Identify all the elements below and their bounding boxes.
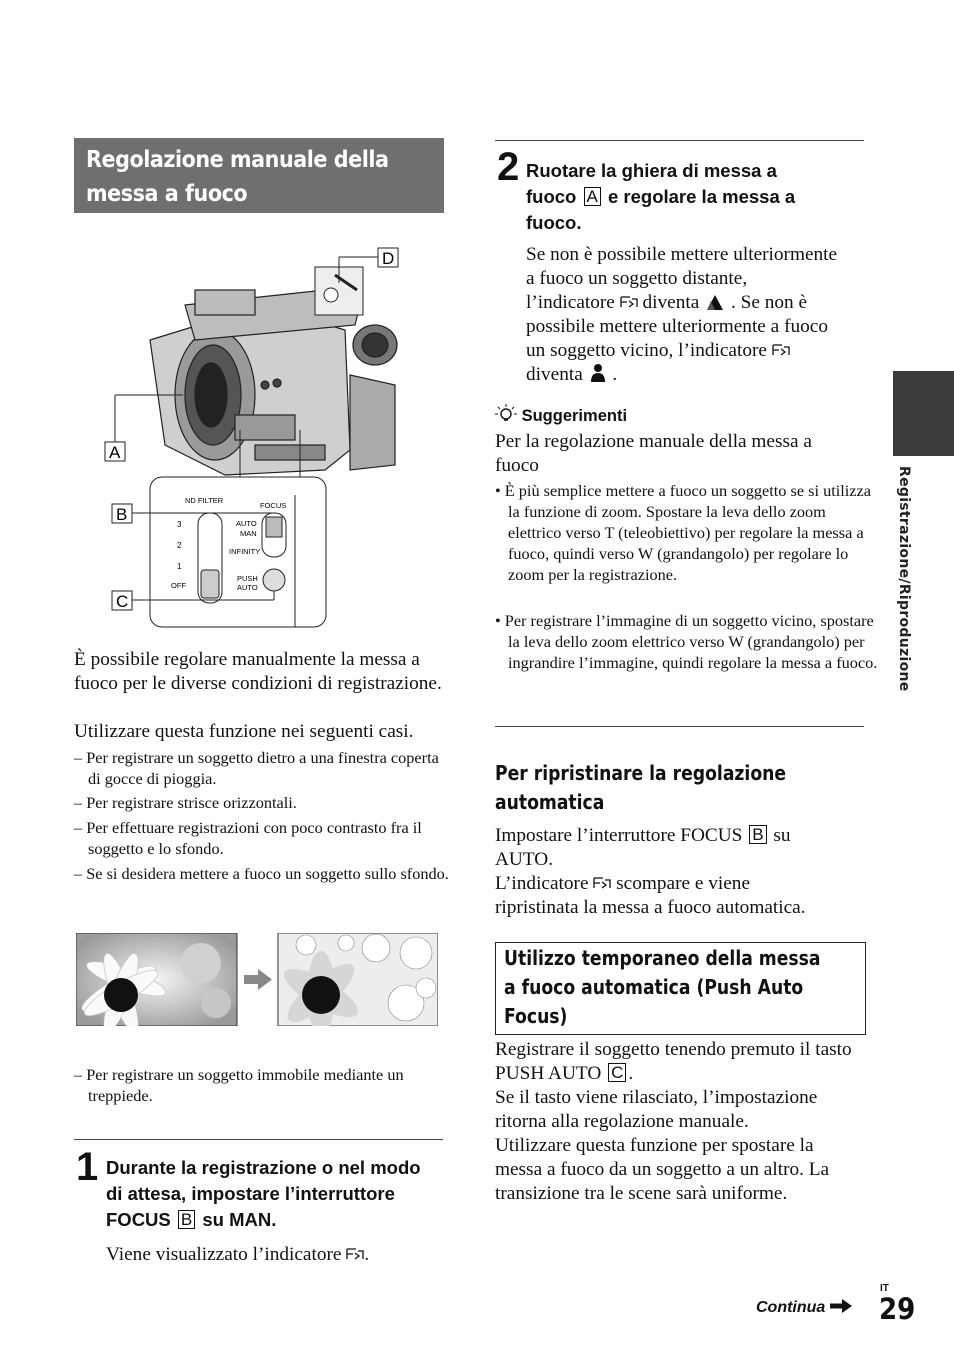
camcorder-body <box>150 290 397 475</box>
tip-item: • È più semplice mettere a fuoco un soggetto se si utilizza la funzione di zoom. Spostare la leva dello zoom elettrico verso T (teleobiettivo) per regolare la messa a fuoco, quindi verso W (grandangolo) per regolare lo zoom per la registrazione. <box>495 481 871 584</box>
nd-filter-label: ND FILTER <box>185 496 224 505</box>
language-code: IT <box>880 1283 889 1294</box>
svg-text:AUTO: AUTO <box>236 519 257 528</box>
case-item: – Se si desidera mettere a fuoco un soggetto sullo sfondo. <box>74 864 449 883</box>
svg-text:PUSH: PUSH <box>237 574 258 583</box>
manual-focus-icon <box>346 1247 364 1261</box>
section-tab-marker <box>893 371 954 456</box>
svg-text:3: 3 <box>177 520 182 529</box>
tips-heading: Suggerimenti <box>521 407 628 425</box>
camcorder-illustration <box>95 245 415 635</box>
step-2-instruction: Ruotare la ghiera di messa a fuoco A e regolare la messa a fuoco. <box>526 160 796 233</box>
case-item: – Per registrare un soggetto immobile mediante un treppiede. <box>74 1065 404 1105</box>
restore-text: Impostare l’interruttore FOCUS B su AUTO. L’indicatore scompare e viene ripristinata la messa a fuoco automatica. <box>495 825 806 918</box>
sharp-background-image <box>278 933 438 1026</box>
page-number: 29 <box>879 1292 916 1326</box>
divider <box>495 726 864 727</box>
step-1-instruction: Durante la registrazione o nel modo di attesa, impostare l’interruttore FOCUS B su MAN. <box>106 1157 421 1230</box>
push-auto-text: Registrare il soggetto tenendo premuto il tasto PUSH AUTO C . Se il tasto viene rilasciato, l’impostazione ritorna alla regolazione manuale. Utilizzare questa funzione per spostare la messa a fuoco da un soggetto a un altro. La transizione tra le scene sarà uniforme. <box>495 1039 852 1204</box>
push-auto-heading: Utilizzo temporaneo della messa a fuoco automatica (Push Auto Focus) <box>504 946 821 1028</box>
label-d: D <box>382 249 395 268</box>
person-icon <box>588 363 608 383</box>
label-c: C <box>116 592 129 611</box>
focus-comparison-images <box>76 933 438 1026</box>
step-1-number: 1 <box>76 1145 99 1189</box>
step-1-result: Viene visualizzato l’indicatore . <box>106 1244 370 1265</box>
focus-label: FOCUS <box>260 501 287 510</box>
continue-arrow-icon <box>830 1299 852 1313</box>
divider <box>74 1139 443 1140</box>
svg-text:2: 2 <box>177 541 182 550</box>
divider <box>495 140 864 141</box>
intro-paragraph: È possibile regolare manualmente la messa a fuoco per le diverse condizioni di registrazione. <box>74 649 442 694</box>
lightbulb-icon <box>495 404 517 424</box>
svg-text:OFF: OFF <box>171 581 186 590</box>
svg-text:1: 1 <box>177 562 182 571</box>
mountain-icon <box>704 293 726 311</box>
case-item: – Per effettuare registrazioni con poco contrasto fra il soggetto e lo sfondo. <box>74 818 422 858</box>
label-b-inline: B <box>178 1210 195 1229</box>
step-2-explanation: Se non è possibile mettere ulteriormente a fuoco un soggetto distante, l’indicatore diventa . Se non è possibile mettere ulteriormente a fuoco un soggetto vicino, l’indicatore diventa . <box>526 244 838 385</box>
continue-link[interactable]: Continua <box>756 1299 852 1317</box>
manual-focus-icon <box>593 876 611 890</box>
tip-item: • Per registrare l’immagine di un soggetto vicino, spostare la leva dello zoom elettrico verso W (grandangolo) per ingrandire l’immagine, quindi regolare la messa a fuoco. <box>495 611 878 672</box>
restore-heading: Per ripristinare la regolazione automatica <box>495 761 787 814</box>
arrow-icon <box>244 969 272 990</box>
case-item: – Per registrare un soggetto dietro a una finestra coperta di gocce di pioggia. <box>74 748 439 788</box>
section-sidebar-label: Registrazione/Riproduzione <box>896 466 912 692</box>
push-auto-button <box>263 569 285 591</box>
step-2-number: 2 <box>497 145 520 189</box>
tips-heading-row <box>495 404 627 426</box>
svg-text:AUTO: AUTO <box>237 583 258 592</box>
svg-text:INFINITY: INFINITY <box>229 547 261 556</box>
label-a-inline: A <box>584 187 601 206</box>
label-c-inline: C <box>608 1063 626 1082</box>
label-b-inline: B <box>749 825 766 844</box>
manual-focus-icon <box>620 295 638 309</box>
label-b: B <box>116 505 128 524</box>
section-title: Regolazione manuale della messa a fuoco <box>86 147 389 207</box>
cases-intro: Utilizzare questa funzione nei seguenti casi. <box>74 721 414 742</box>
case-item: – Per registrare strisce orizzontali. <box>74 793 297 812</box>
blurred-background-image <box>76 933 237 1026</box>
label-a: A <box>109 443 121 462</box>
svg-text:MAN: MAN <box>240 529 257 538</box>
manual-focus-icon <box>772 343 790 357</box>
tips-intro: Per la regolazione manuale della messa a fuoco <box>495 431 812 476</box>
